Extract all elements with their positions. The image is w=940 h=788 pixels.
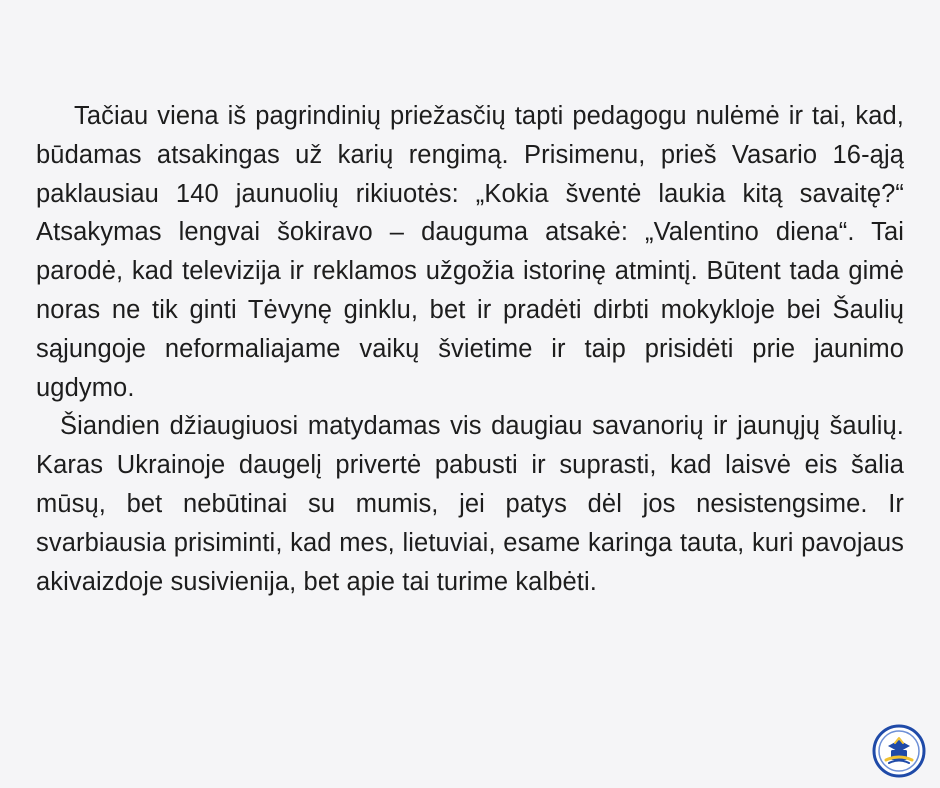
school-emblem-svg bbox=[871, 723, 927, 779]
paragraph-2: Šiandien džiaugiuosi matydamas vis daugiau savanorių ir jaunųjų šaulių. Karas Ukrainoje daugelį privertė pabusti ir suprasti, kad laisvė eis šalia mūsų, bet nebūtinai su mumis, jei patys dėl jos nesistengsime. Ir svarbiausia prisiminti, kad mes, lietuviai, esame karinga tauta, kuri pavojaus akivaizdoje susivienija, bet apie tai turime kalbėti. bbox=[36, 412, 904, 596]
article-text bbox=[36, 97, 904, 601]
school-emblem-icon bbox=[871, 723, 927, 779]
paragraph-1: Tačiau viena iš pagrindinių priežasčių tapti pedagogu nulėmė ir tai, kad, būdamas atsakingas už karių rengimą. Prisimenu, prieš Vasario 16-ąją paklausiau 140 jaunuolių rikiuotės: „Kokia šventė laukia kitą savaitę?“ Atsakymas lengvai šokiravo – dauguma atsakė: „Valentino diena“. Tai parodė, kad televizija ir reklamos užgožia istorinę atmintį. Būtent tada gimė noras ne tik ginti Tėvynę ginklu, bet ir pradėti dirbti mokykloje bei Šaulių sąjungoje neformaliajame vaikų švietime ir taip prisidėti prie jaunimo ugdymo. bbox=[36, 102, 904, 402]
